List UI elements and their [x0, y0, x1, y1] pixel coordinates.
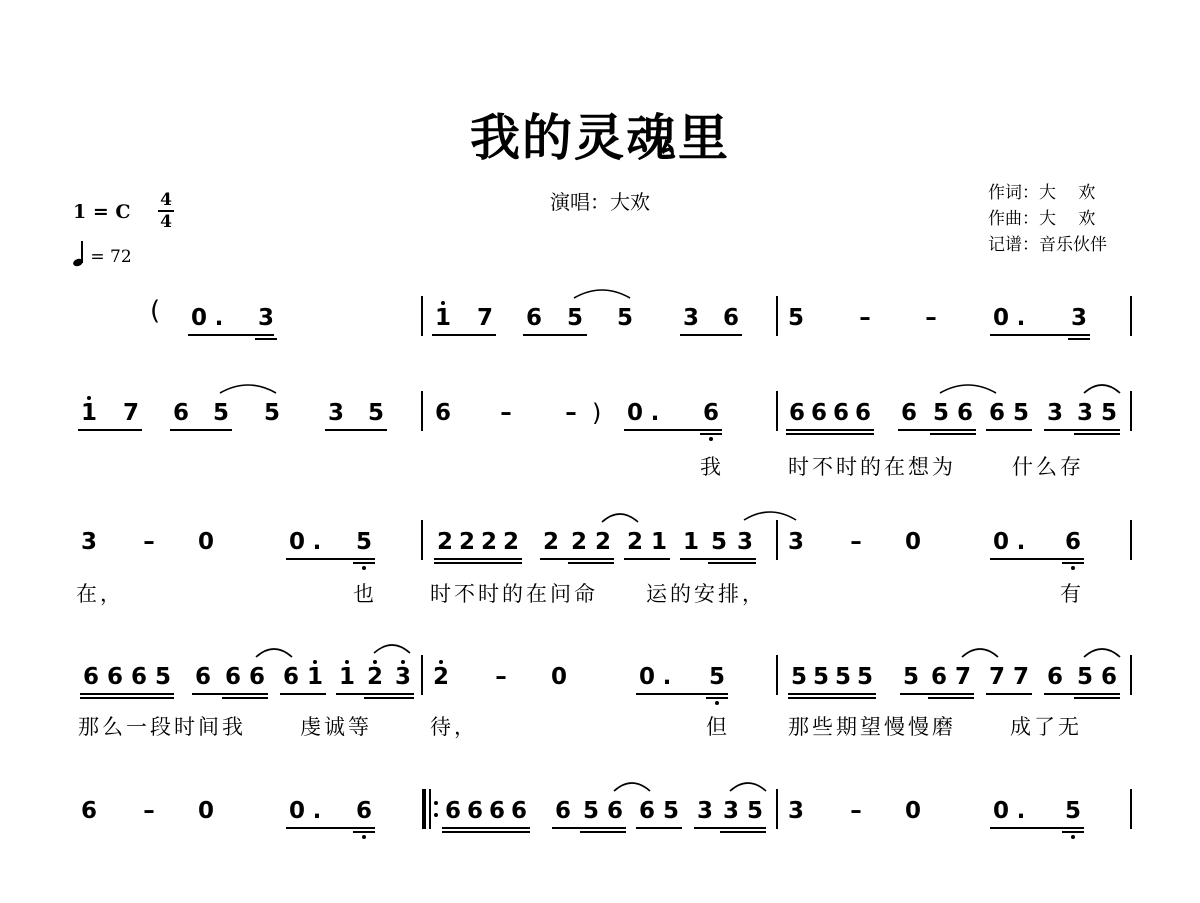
note: 5	[834, 664, 851, 690]
lyricist-credit: 作词：大 欢	[988, 183, 1096, 203]
note: 6	[554, 798, 571, 824]
underline	[1074, 433, 1120, 435]
lyric: 什么存	[1012, 455, 1084, 479]
underline	[188, 334, 274, 336]
note: 6	[606, 798, 623, 824]
note: .	[1016, 798, 1026, 824]
note: 6	[810, 400, 827, 426]
dash: –	[565, 400, 577, 426]
tie	[600, 508, 640, 524]
underline	[280, 693, 326, 695]
dash: –	[850, 529, 862, 555]
dot	[439, 660, 443, 664]
underline	[286, 827, 375, 829]
note: 6	[930, 664, 947, 690]
note: 5	[154, 664, 171, 690]
note: 6	[832, 400, 849, 426]
underline	[680, 558, 756, 560]
dot	[1071, 835, 1075, 839]
note: .	[312, 798, 322, 824]
dash: –	[143, 529, 155, 555]
underline	[1062, 562, 1084, 564]
underline	[1044, 429, 1120, 431]
note: 6	[900, 400, 917, 426]
dot	[362, 566, 366, 570]
underline	[930, 433, 976, 435]
note: 0	[197, 798, 214, 824]
note: 5	[812, 664, 829, 690]
note: 1	[650, 529, 667, 555]
dash: –	[495, 664, 507, 690]
note: 0	[992, 798, 1009, 824]
tie	[612, 777, 652, 793]
note: 6	[466, 798, 483, 824]
lyric: 有	[1060, 582, 1084, 606]
underline	[568, 562, 614, 564]
note: 0	[626, 400, 643, 426]
underline	[694, 827, 766, 829]
lyric: 但	[706, 715, 730, 739]
tie	[254, 643, 294, 659]
lyric: 那么一段时间我	[78, 715, 246, 739]
barline	[421, 391, 423, 431]
note: 3	[394, 664, 411, 690]
underline	[720, 831, 766, 833]
dot	[401, 660, 405, 664]
staff-line-4	[0, 649, 1200, 769]
tie	[742, 506, 798, 522]
barline	[776, 520, 778, 560]
underline	[636, 693, 728, 695]
note: 6	[488, 798, 505, 824]
note: 6	[106, 664, 123, 690]
note: 3	[736, 529, 753, 555]
tie	[938, 379, 998, 395]
note: 6	[638, 798, 655, 824]
tie	[1082, 643, 1122, 659]
tempo-marking: = 72	[73, 247, 132, 267]
dot	[362, 835, 366, 839]
note: 5	[212, 400, 229, 426]
note: 3	[787, 798, 804, 824]
dot	[441, 301, 445, 305]
note: .	[1016, 529, 1026, 555]
underline	[1062, 831, 1084, 833]
quarter-note-icon	[73, 250, 85, 266]
note: 6	[444, 798, 461, 824]
barline	[776, 789, 778, 829]
lyric: 成了无	[1010, 715, 1082, 739]
underline	[788, 697, 876, 699]
underline	[1044, 693, 1120, 695]
lyric: 那些期望慢慢磨	[788, 715, 956, 739]
repeat-dot	[434, 813, 438, 817]
note: 6	[722, 305, 739, 331]
note: 2	[436, 529, 453, 555]
dash: –	[925, 305, 937, 331]
barline	[1130, 655, 1132, 695]
note: 5	[710, 529, 727, 555]
underline	[255, 338, 277, 340]
note: 0	[992, 305, 1009, 331]
staff-line-2	[0, 385, 1200, 505]
barline	[1130, 391, 1132, 431]
underline	[286, 558, 375, 560]
note: 5	[1064, 798, 1081, 824]
dot	[373, 660, 377, 664]
note: 5	[1076, 664, 1093, 690]
note: 6	[788, 400, 805, 426]
underline	[580, 831, 626, 833]
underline	[680, 334, 742, 336]
note: 0	[288, 798, 305, 824]
barline	[421, 655, 423, 695]
note: 5	[263, 400, 280, 426]
note: 3	[696, 798, 713, 824]
repeat-start-thin	[429, 789, 431, 829]
underline	[540, 558, 614, 560]
note: 5	[355, 529, 372, 555]
repeat-start-thick	[422, 789, 426, 829]
note: 7	[988, 664, 1005, 690]
note: 2	[432, 664, 449, 690]
singer-credit: 演唱：大欢	[550, 190, 650, 214]
underline	[222, 697, 268, 699]
note: 3	[1070, 305, 1087, 331]
note: 6	[224, 664, 241, 690]
dot	[709, 437, 713, 441]
note: 2	[366, 664, 383, 690]
note: 6	[355, 798, 372, 824]
tie	[1082, 379, 1122, 395]
note: 7	[954, 664, 971, 690]
underline	[80, 693, 174, 695]
underline	[434, 562, 522, 564]
lyric: 我	[700, 455, 724, 479]
lyric: 在，	[76, 582, 124, 606]
dash: –	[859, 305, 871, 331]
barline	[1130, 520, 1132, 560]
tie	[728, 777, 768, 793]
underline	[706, 697, 728, 699]
note: 6	[510, 798, 527, 824]
underline	[986, 693, 1032, 695]
underline	[786, 429, 874, 431]
barline	[421, 296, 423, 336]
note: .	[650, 400, 660, 426]
staff-line-5	[0, 783, 1200, 903]
staff-line-3	[0, 514, 1200, 634]
note: 0	[190, 305, 207, 331]
note: 6	[854, 400, 871, 426]
note: 6	[194, 664, 211, 690]
lyric: 时不时的在想为	[788, 455, 956, 479]
dash: –	[143, 798, 155, 824]
note: .	[662, 664, 672, 690]
underline	[1068, 338, 1090, 340]
open-paren: (	[150, 296, 161, 326]
note: 5	[582, 798, 599, 824]
underline	[353, 831, 375, 833]
note: 3	[682, 305, 699, 331]
dash: –	[500, 400, 512, 426]
barline	[1130, 789, 1132, 829]
note: 3	[1046, 400, 1063, 426]
note: 6	[988, 400, 1005, 426]
underline	[624, 429, 722, 431]
dot	[313, 660, 317, 664]
note: 3	[787, 529, 804, 555]
underline	[432, 334, 496, 336]
underline	[336, 693, 414, 695]
note: 6	[172, 400, 189, 426]
underline	[986, 429, 1032, 431]
note: 2	[542, 529, 559, 555]
underline	[708, 562, 756, 564]
note: 6	[702, 400, 719, 426]
underline	[898, 429, 976, 431]
note: 6	[130, 664, 147, 690]
underline	[442, 827, 530, 829]
note: 6	[1064, 529, 1081, 555]
lyric: 也	[353, 582, 377, 606]
underline	[364, 697, 414, 699]
song-title: 我的灵魂里	[470, 108, 730, 167]
tie	[372, 639, 412, 655]
dash: –	[850, 798, 862, 824]
close-paren: )	[592, 399, 602, 427]
underline	[700, 433, 722, 435]
note: 6	[282, 664, 299, 690]
note: 5	[566, 305, 583, 331]
lyric: 时不时的在问命	[430, 582, 598, 606]
note: 3	[257, 305, 274, 331]
note: 5	[856, 664, 873, 690]
note: 3	[1076, 400, 1093, 426]
note: 5	[367, 400, 384, 426]
transcriber-credit: 记谱：音乐伙伴	[988, 235, 1107, 255]
note: 3	[327, 400, 344, 426]
dot	[715, 701, 719, 705]
underline	[170, 429, 232, 431]
underline	[523, 334, 587, 336]
tie	[218, 379, 278, 395]
note: 2	[594, 529, 611, 555]
barline	[776, 296, 778, 336]
note: 5	[787, 305, 804, 331]
dot	[87, 396, 91, 400]
lyric: 待，	[430, 715, 478, 739]
note: 6	[525, 305, 542, 331]
underline	[442, 831, 530, 833]
note: 5	[746, 798, 763, 824]
note: 1	[80, 400, 97, 426]
note: 0	[288, 529, 305, 555]
note: 0	[904, 798, 921, 824]
note: 2	[626, 529, 643, 555]
underline	[434, 558, 522, 560]
underline	[325, 429, 387, 431]
note: 6	[956, 400, 973, 426]
note: 6	[1100, 664, 1117, 690]
note: 0	[638, 664, 655, 690]
composer-credit: 作曲：大 欢	[988, 209, 1096, 229]
lyric: 运的安排，	[646, 582, 766, 606]
barline	[1130, 296, 1132, 336]
underline	[900, 693, 974, 695]
note: 5	[932, 400, 949, 426]
underline	[552, 827, 626, 829]
underline	[636, 827, 682, 829]
underline	[928, 697, 974, 699]
note: 6	[1046, 664, 1063, 690]
note: 0	[550, 664, 567, 690]
underline	[1074, 697, 1120, 699]
note: .	[312, 529, 322, 555]
barline	[776, 655, 778, 695]
tie	[960, 643, 1000, 659]
underline	[788, 693, 876, 695]
note: 6	[82, 664, 99, 690]
note: 2	[570, 529, 587, 555]
lyric: 虔诚等	[300, 715, 372, 739]
underline	[78, 429, 142, 431]
note: 5	[1012, 400, 1029, 426]
note: .	[214, 305, 224, 331]
note: 1	[306, 664, 323, 690]
key-signature: 1 = C	[73, 201, 131, 223]
note: 5	[616, 305, 633, 331]
note: 6	[80, 798, 97, 824]
underline	[353, 562, 375, 564]
note: .	[1016, 305, 1026, 331]
underline	[624, 558, 670, 560]
note: 0	[904, 529, 921, 555]
underline	[192, 693, 268, 695]
underline	[786, 433, 874, 435]
note: 3	[722, 798, 739, 824]
note: 2	[458, 529, 475, 555]
note: 7	[122, 400, 139, 426]
note: 1	[434, 305, 451, 331]
note: 1	[682, 529, 699, 555]
note: 7	[1012, 664, 1029, 690]
repeat-dot	[434, 801, 438, 805]
note: 5	[662, 798, 679, 824]
note: 2	[502, 529, 519, 555]
note: 5	[902, 664, 919, 690]
barline	[776, 391, 778, 431]
tie	[572, 284, 632, 300]
note: 0	[992, 529, 1009, 555]
dot	[1071, 566, 1075, 570]
note: 6	[248, 664, 265, 690]
note: 2	[480, 529, 497, 555]
note: 5	[1100, 400, 1117, 426]
underline	[990, 827, 1084, 829]
barline	[421, 520, 423, 560]
underline	[80, 697, 174, 699]
note: 0	[197, 529, 214, 555]
note: 1	[338, 664, 355, 690]
note: 5	[790, 664, 807, 690]
underline	[990, 334, 1090, 336]
dot	[345, 660, 349, 664]
time-signature: 4 4	[158, 190, 174, 232]
note: 7	[476, 305, 493, 331]
underline	[990, 558, 1084, 560]
note: 5	[708, 664, 725, 690]
note: 3	[80, 529, 97, 555]
note: 6	[434, 400, 451, 426]
